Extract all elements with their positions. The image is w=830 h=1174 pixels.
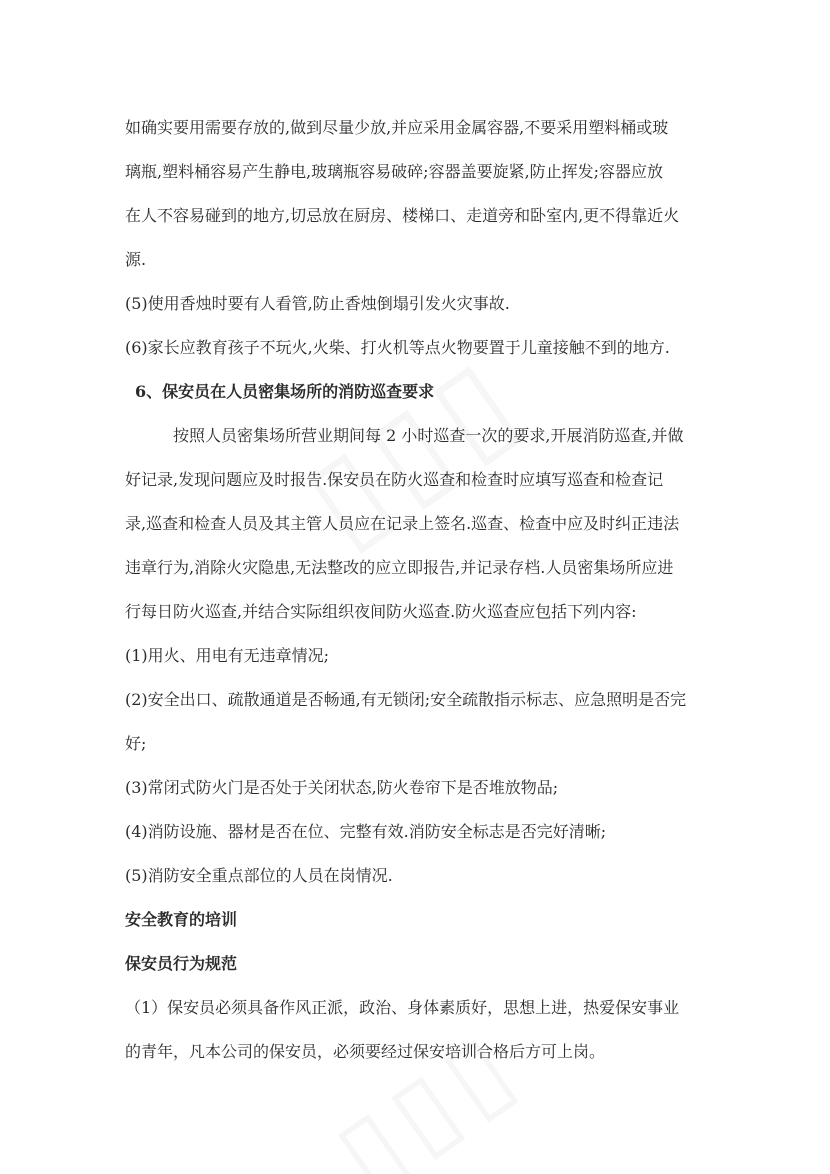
paragraph-line: 的青年，凡本公司的保安员，必须要经过保安培训合格后方可上岗。: [125, 1042, 606, 1061]
paragraph-line: 如确实要用需要存放的,做到尽量少放,并应采用金属容器,不要采用塑料桶或玻: [125, 118, 669, 137]
list-item: (1)用火、用电有无违章情况;: [125, 646, 330, 665]
list-item: (5)消防安全重点部位的人员在岗情况.: [125, 866, 393, 885]
list-item: (4)消防设施、器材是否在位、完整有效.消防安全标志是否完好清晰;: [125, 822, 607, 841]
paragraph-line: 源.: [125, 250, 147, 269]
section-subheading: 保安员行为规范: [125, 954, 238, 973]
paragraph-line: 璃瓶,塑料桶容易产生静电,玻璃瓶容易破碎;容器盖要旋紧,防止挥发;容器应放: [125, 162, 664, 181]
list-item: (2)安全出口、疏散通道是否畅通,有无锁闭;安全疏散指示标志、应急照明是否完: [125, 690, 687, 709]
paragraph-line: 好记录,发现问题应及时报告.保安员在防火巡查和检查时应填写巡查和检查记: [125, 470, 664, 489]
paragraph-line: 按照人员密集场所营业期间每 2 小时巡查一次的要求,开展消防巡查,并做: [173, 426, 684, 445]
section-heading: 6、保安员在人员密集场所的消防巡查要求: [135, 382, 435, 401]
paragraph-line: 在人不容易碰到的地方,切忌放在厨房、楼梯口、走道旁和卧室内,更不得靠近火: [125, 206, 680, 225]
paragraph-line: 行每日防火巡查,并结合实际组织夜间防火巡查.防火巡查应包括下列内容:: [125, 602, 637, 621]
list-item: (5)使用香烛时要有人看管,防止香烛倒塌引发火灾事故.: [125, 294, 510, 313]
paragraph-line: 录,巡查和检查人员及其主管人员应在记录上签名.巡查、检查中应及时纠正违法: [125, 514, 680, 533]
paragraph-line: 违章行为,消除火灾隐患,无法整改的应立即报告,并记录存档.人员密集场所应进: [125, 558, 674, 577]
document-body: [125, 106, 721, 1074]
list-item-continuation: 好;: [125, 734, 147, 753]
paragraph-line: （1）保安员必须具备作风正派，政治、身体素质好，思想上进，热爱保安事业: [125, 998, 680, 1017]
section-subheading: 安全教育的培训: [125, 910, 238, 929]
list-item: (6)家长应教育孩子不玩火,火柴、打火机等点火物要置于儿童接触不到的地方.: [125, 338, 670, 357]
list-item: (3)常闭式防火门是否处于关闭状态,防火卷帘下是否堆放物品;: [125, 778, 559, 797]
